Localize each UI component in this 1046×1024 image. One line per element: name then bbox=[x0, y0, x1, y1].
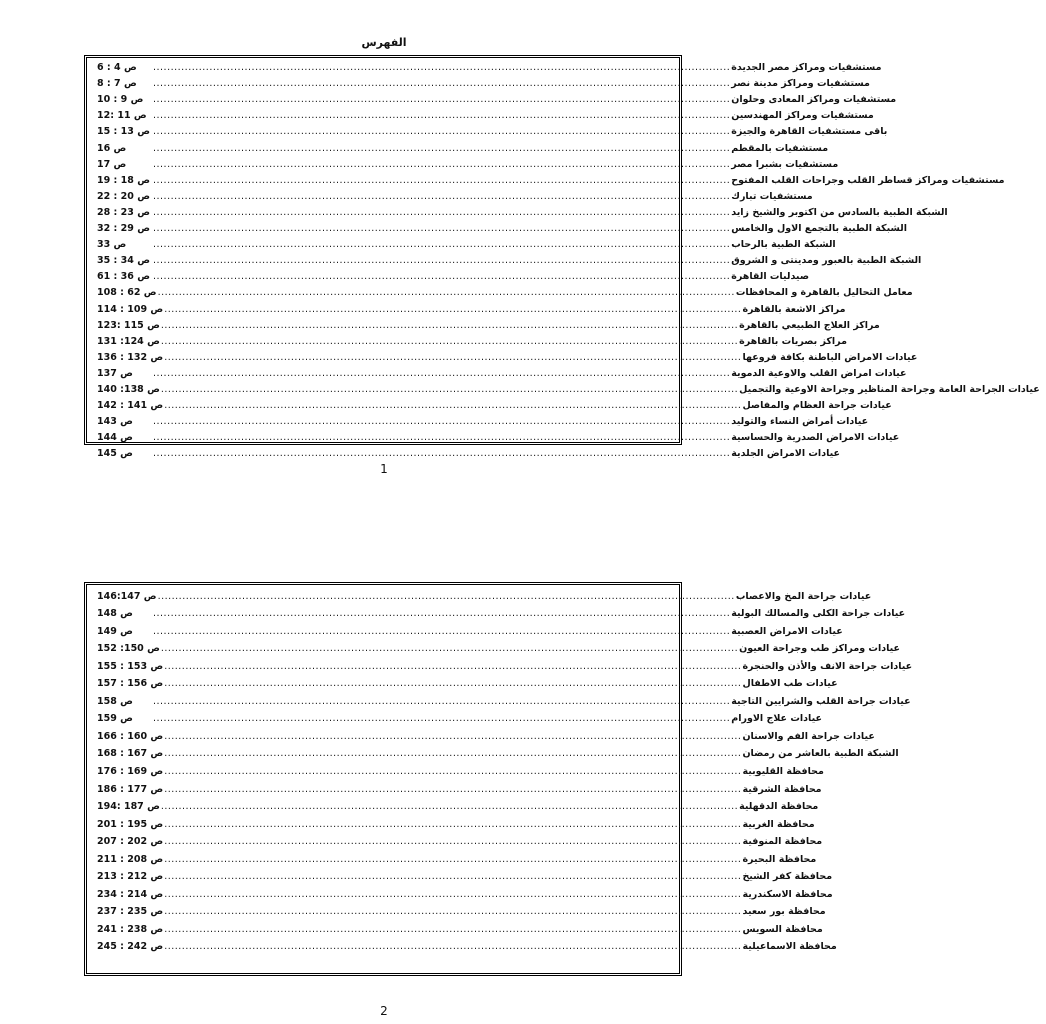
entry-page-range: ص 16 bbox=[97, 142, 127, 154]
dot-leader: .................................................................................................................................................................... bbox=[160, 801, 739, 813]
index-entry[interactable] bbox=[87, 903, 826, 921]
entry-page-range: ص 212 : 213 bbox=[97, 871, 164, 883]
entry-page-range: ص 17 bbox=[97, 158, 127, 170]
dot-leader: .................................................................................................................................................................... bbox=[164, 818, 742, 830]
index-entry[interactable] bbox=[87, 334, 847, 350]
entry-page-range: ص 143 bbox=[97, 416, 133, 428]
index-entry[interactable] bbox=[87, 173, 1005, 189]
dot-leader: .................................................................................................................................................................... bbox=[153, 94, 731, 106]
entry-label: معامل التحاليل بالقاهرة و المحافظات bbox=[735, 287, 913, 299]
dot-leader: .................................................................................................................................................................... bbox=[153, 223, 731, 235]
entry-page-range: ص 4 : 6 bbox=[97, 62, 137, 74]
dot-leader: .................................................................................................................................................................... bbox=[153, 416, 731, 428]
index-entry[interactable] bbox=[87, 622, 843, 640]
entry-page-range: ص 145 bbox=[97, 448, 133, 460]
entry-label: محافظة كفر الشيخ bbox=[742, 871, 833, 883]
index-entry[interactable] bbox=[87, 798, 819, 816]
entry-page-range: ص 124: 131 bbox=[97, 335, 160, 347]
dot-leader: .................................................................................................................................................................... bbox=[164, 660, 742, 672]
entry-page-range: ص 132 : 136 bbox=[97, 351, 164, 363]
entry-page-range: ص 242 : 245 bbox=[97, 941, 164, 953]
entry-page-range: ص 177 : 186 bbox=[97, 783, 164, 795]
index-entry[interactable] bbox=[87, 762, 824, 780]
page-number: 1 bbox=[380, 462, 388, 476]
entry-page-range: ص 109 : 114 bbox=[97, 303, 164, 315]
index-entry[interactable] bbox=[87, 253, 922, 269]
entry-label: عيادات جراحة الانف والأذن والحنجرة bbox=[742, 660, 913, 672]
index-entry[interactable] bbox=[87, 710, 822, 728]
entry-label: الشبكة الطبية بالعبور ومدينتى و الشروق bbox=[731, 255, 922, 267]
entry-page-range: ص 141 : 142 bbox=[97, 400, 164, 412]
dot-leader: .................................................................................................................................................................... bbox=[164, 783, 742, 795]
index-entry[interactable] bbox=[87, 745, 899, 763]
entry-page-range: ص 18 : 19 bbox=[97, 174, 150, 186]
dot-leader: .................................................................................................................................................................... bbox=[153, 448, 731, 460]
index-entry[interactable] bbox=[87, 269, 809, 285]
index-entry[interactable] bbox=[87, 657, 913, 675]
entry-page-range: ص 159 bbox=[97, 713, 133, 725]
index-entry[interactable] bbox=[87, 727, 875, 745]
entry-page-range: ص 62 : 108 bbox=[97, 287, 157, 299]
dot-leader: .................................................................................................................................................................... bbox=[153, 126, 731, 138]
entry-page-range: ص 23 : 28 bbox=[97, 206, 150, 218]
entry-label: مستشفيات ومراكز قساطر القلب وجراحات القلب المفتوح bbox=[731, 174, 1005, 186]
entry-label: محافظة البحيرة bbox=[742, 853, 817, 865]
dot-leader: .................................................................................................................................................................... bbox=[160, 383, 739, 395]
dot-leader: .................................................................................................................................................................... bbox=[153, 367, 731, 379]
dot-leader: .................................................................................................................................................................... bbox=[164, 303, 742, 315]
index-entry[interactable] bbox=[87, 205, 948, 221]
entry-label: عيادات جراحة العظام والمفاصل bbox=[742, 400, 892, 412]
index-entry[interactable] bbox=[87, 221, 907, 237]
entry-page-range: ص 235 : 237 bbox=[97, 906, 164, 918]
entry-label: مراكز بصريات بالقاهرة bbox=[739, 335, 847, 347]
entry-label: عيادات جراحة الكلى والمسالك البولية bbox=[731, 608, 906, 620]
entry-label: مراكز الاشعة بالقاهرة bbox=[742, 303, 846, 315]
index-entry[interactable] bbox=[87, 285, 913, 301]
entry-page-range: ص 146:147 bbox=[97, 590, 157, 602]
index-entry[interactable] bbox=[87, 868, 833, 886]
dot-leader: .................................................................................................................................................................... bbox=[160, 643, 739, 655]
dot-leader: .................................................................................................................................................................... bbox=[164, 730, 742, 742]
entry-page-range: ص 149 bbox=[97, 625, 133, 637]
entry-page-range: ص 148 bbox=[97, 608, 133, 620]
dot-leader: .................................................................................................................................................................... bbox=[153, 255, 731, 267]
dot-leader: .................................................................................................................................................................... bbox=[160, 319, 739, 331]
entry-label: الشبكة الطبية بالسادس من اكتوبر والشيخ زايد bbox=[731, 206, 948, 218]
dot-leader: .................................................................................................................................................................... bbox=[157, 590, 735, 602]
entry-label: مستشفيات بشبرا مصر bbox=[731, 158, 839, 170]
entry-label: مستشفيات تبارك bbox=[731, 190, 813, 202]
dot-leader: .................................................................................................................................................................... bbox=[164, 941, 742, 953]
entry-label: مستشفيات ومراكز مدينة نصر bbox=[731, 78, 870, 90]
index-entry[interactable] bbox=[87, 237, 836, 253]
entry-page-range: ص 187 :194 bbox=[97, 801, 160, 813]
entry-page-range: ص 11 :12 bbox=[97, 110, 147, 122]
entry-label: عيادات طب الاطفال bbox=[742, 678, 838, 690]
index-entry[interactable] bbox=[87, 92, 897, 108]
index-entry[interactable] bbox=[87, 430, 900, 446]
entry-page-range: ص 29 : 32 bbox=[97, 223, 150, 235]
index-entry[interactable] bbox=[87, 350, 918, 366]
index-entry[interactable] bbox=[87, 382, 1040, 398]
entry-page-range: ص 33 bbox=[97, 239, 127, 251]
entry-label: مراكز العلاج الطبيعي بالقاهرة bbox=[739, 319, 880, 331]
entry-label: عيادات امراض القلب والاوعية الدموية bbox=[731, 367, 907, 379]
index-entry[interactable] bbox=[87, 692, 911, 710]
entry-label: عيادات جراحة المخ والاعصاب bbox=[735, 590, 872, 602]
dot-leader: .................................................................................................................................................................... bbox=[153, 142, 731, 154]
dot-leader: .................................................................................................................................................................... bbox=[164, 906, 742, 918]
dot-leader: .................................................................................................................................................................... bbox=[153, 608, 731, 620]
entry-label: محافظة القليوبية bbox=[742, 766, 824, 778]
dot-leader: .................................................................................................................................................................... bbox=[164, 678, 742, 690]
entry-page-range: ص 153 : 155 bbox=[97, 660, 164, 672]
index-entry[interactable] bbox=[87, 124, 888, 140]
index-entry[interactable] bbox=[87, 189, 813, 205]
index-entry[interactable] bbox=[87, 446, 840, 462]
entry-page-range: ص 20 : 22 bbox=[97, 190, 150, 202]
entry-label: مستشفيات بالمقطم bbox=[731, 142, 829, 154]
entry-label: صيدليات القاهرة bbox=[731, 271, 809, 283]
entry-label: مستشفيات ومراكز المعادى وحلوان bbox=[731, 94, 897, 106]
entry-page-range: ص 34 : 35 bbox=[97, 255, 150, 267]
dot-leader: .................................................................................................................................................................... bbox=[153, 78, 731, 90]
entry-page-range: ص 214 : 234 bbox=[97, 888, 164, 900]
entry-page-range: ص 144 bbox=[97, 432, 133, 444]
index-entry[interactable] bbox=[87, 108, 874, 124]
page-number: 2 bbox=[380, 1004, 388, 1018]
dot-leader: .................................................................................................................................................................... bbox=[164, 853, 742, 865]
index-entry[interactable] bbox=[87, 301, 846, 317]
entry-label: مستشفيات ومراكز مصر الجديدة bbox=[731, 62, 882, 74]
entry-label: عيادات جراحة القلب والشرايين التاجية bbox=[731, 695, 911, 707]
index-entry[interactable] bbox=[87, 587, 872, 605]
entry-page-range: ص 7 : 8 bbox=[97, 78, 137, 90]
entry-page-range: ص 9 : 10 bbox=[97, 94, 144, 106]
dot-leader: .................................................................................................................................................................... bbox=[153, 695, 731, 707]
index-entry[interactable] bbox=[87, 640, 901, 658]
entry-label: محافظة السويس bbox=[742, 923, 823, 935]
entry-label: محافظة الغربية bbox=[742, 818, 815, 830]
index-entry[interactable] bbox=[87, 833, 823, 851]
dot-leader: .................................................................................................................................................................... bbox=[164, 836, 742, 848]
index-entry[interactable] bbox=[87, 885, 833, 903]
entry-label: محافظة بور سعيد bbox=[742, 906, 826, 918]
dot-leader: .................................................................................................................................................................... bbox=[153, 432, 731, 444]
dot-leader: .................................................................................................................................................................... bbox=[157, 287, 735, 299]
index-entry[interactable] bbox=[87, 140, 829, 156]
dot-leader: .................................................................................................................................................................... bbox=[164, 766, 742, 778]
index-entry[interactable] bbox=[87, 157, 839, 173]
entry-page-range: ص 137 bbox=[97, 367, 133, 379]
index-entry[interactable] bbox=[87, 850, 817, 868]
entry-label: محافظة الاسماعيلية bbox=[742, 941, 837, 953]
dot-leader: .................................................................................................................................................................... bbox=[164, 748, 742, 760]
index-entry[interactable] bbox=[87, 675, 838, 693]
entry-label: الشبكة الطبية بالتجمع الاول والخامس bbox=[731, 223, 907, 235]
entry-page-range: ص 138: 140 bbox=[97, 383, 160, 395]
entry-label: عيادات علاج الاورام bbox=[731, 713, 822, 725]
entry-label: عيادات ومراكز طب وجراحة العيون bbox=[739, 643, 901, 655]
dot-leader: .................................................................................................................................................................... bbox=[164, 400, 742, 412]
entry-label: عيادات الامراض الباطنة بكافة فروعها bbox=[742, 351, 918, 363]
dot-leader: .................................................................................................................................................................... bbox=[160, 335, 739, 347]
entry-page-range: ص 36 : 61 bbox=[97, 271, 150, 283]
dot-leader: .................................................................................................................................................................... bbox=[164, 888, 742, 900]
entry-page-range: ص 150: 152 bbox=[97, 643, 160, 655]
entry-label: الشبكة الطبية بالعاشر من رمضان bbox=[742, 748, 899, 760]
index-entry[interactable] bbox=[87, 76, 870, 92]
index-entry[interactable] bbox=[87, 920, 823, 938]
dot-leader: .................................................................................................................................................................... bbox=[164, 351, 742, 363]
dot-leader: .................................................................................................................................................................... bbox=[153, 625, 731, 637]
index-entry[interactable] bbox=[87, 398, 892, 414]
entry-label: عيادات الامراض الصدرية والحساسية bbox=[731, 432, 900, 444]
dot-leader: .................................................................................................................................................................... bbox=[153, 190, 731, 202]
index-entry[interactable] bbox=[87, 780, 822, 798]
entry-page-range: ص 208 : 211 bbox=[97, 853, 164, 865]
dot-leader: .................................................................................................................................................................... bbox=[153, 206, 731, 218]
index-entry[interactable] bbox=[87, 366, 907, 382]
dot-leader: .................................................................................................................................................................... bbox=[164, 871, 742, 883]
index-box-page-2 bbox=[84, 582, 913, 976]
entry-page-range: ص 195 : 201 bbox=[97, 818, 164, 830]
index-entry[interactable] bbox=[87, 414, 869, 430]
entry-label: محافظة الاسكندرية bbox=[742, 888, 833, 900]
entry-page-range: ص 160 : 166 bbox=[97, 730, 164, 742]
entry-label: عيادات الامراض العصبية bbox=[731, 625, 843, 637]
entry-label: باقى مستشفيات القاهرة والجيزة bbox=[731, 126, 888, 138]
dot-leader: .................................................................................................................................................................... bbox=[153, 713, 731, 725]
entry-label: محافظة الدقهلية bbox=[739, 801, 819, 813]
entry-label: عيادات الجراحة العامة وجراحة المناظير وجراحة الاوعية والتجميل bbox=[739, 383, 1040, 395]
index-entry[interactable] bbox=[87, 815, 815, 833]
index-entry[interactable] bbox=[87, 60, 882, 76]
dot-leader: .................................................................................................................................................................... bbox=[153, 158, 731, 170]
entry-label: مستشفيات ومراكز المهندسين bbox=[731, 110, 874, 122]
entry-page-range: ص 13 : 15 bbox=[97, 126, 150, 138]
entry-page-range: ص 202 : 207 bbox=[97, 836, 164, 848]
dot-leader: .................................................................................................................................................................... bbox=[153, 174, 731, 186]
dot-leader: .................................................................................................................................................................... bbox=[153, 62, 731, 74]
entry-label: عيادات الامراض الجلدية bbox=[731, 448, 840, 460]
page-title: الفهرس bbox=[361, 36, 407, 49]
index-entry[interactable] bbox=[87, 318, 880, 334]
entry-label: محافظة المنوفية bbox=[742, 836, 823, 848]
entry-page-range: ص 158 bbox=[97, 695, 133, 707]
dot-leader: .................................................................................................................................................................... bbox=[153, 239, 731, 251]
entry-page-range: ص 169 : 176 bbox=[97, 766, 164, 778]
entry-page-range: ص 167 : 168 bbox=[97, 748, 164, 760]
dot-leader: .................................................................................................................................................................... bbox=[153, 110, 731, 122]
entry-page-range: ص 156 : 157 bbox=[97, 678, 164, 690]
entry-label: الشبكة الطبية بالرحاب bbox=[731, 239, 836, 251]
entry-page-range: ص 238 : 241 bbox=[97, 923, 164, 935]
entry-label: عيادات جراحة الفم والاسنان bbox=[742, 730, 875, 742]
entry-page-range: ص 115 :123 bbox=[97, 319, 160, 331]
index-box-page-1 bbox=[84, 55, 1040, 460]
dot-leader: .................................................................................................................................................................... bbox=[164, 923, 742, 935]
dot-leader: .................................................................................................................................................................... bbox=[153, 271, 731, 283]
entry-label: عيادات أمراض النساء والتوليد bbox=[731, 416, 869, 428]
index-entry[interactable] bbox=[87, 938, 837, 956]
entry-label: محافظة الشرقية bbox=[742, 783, 822, 795]
index-entry[interactable] bbox=[87, 605, 906, 623]
